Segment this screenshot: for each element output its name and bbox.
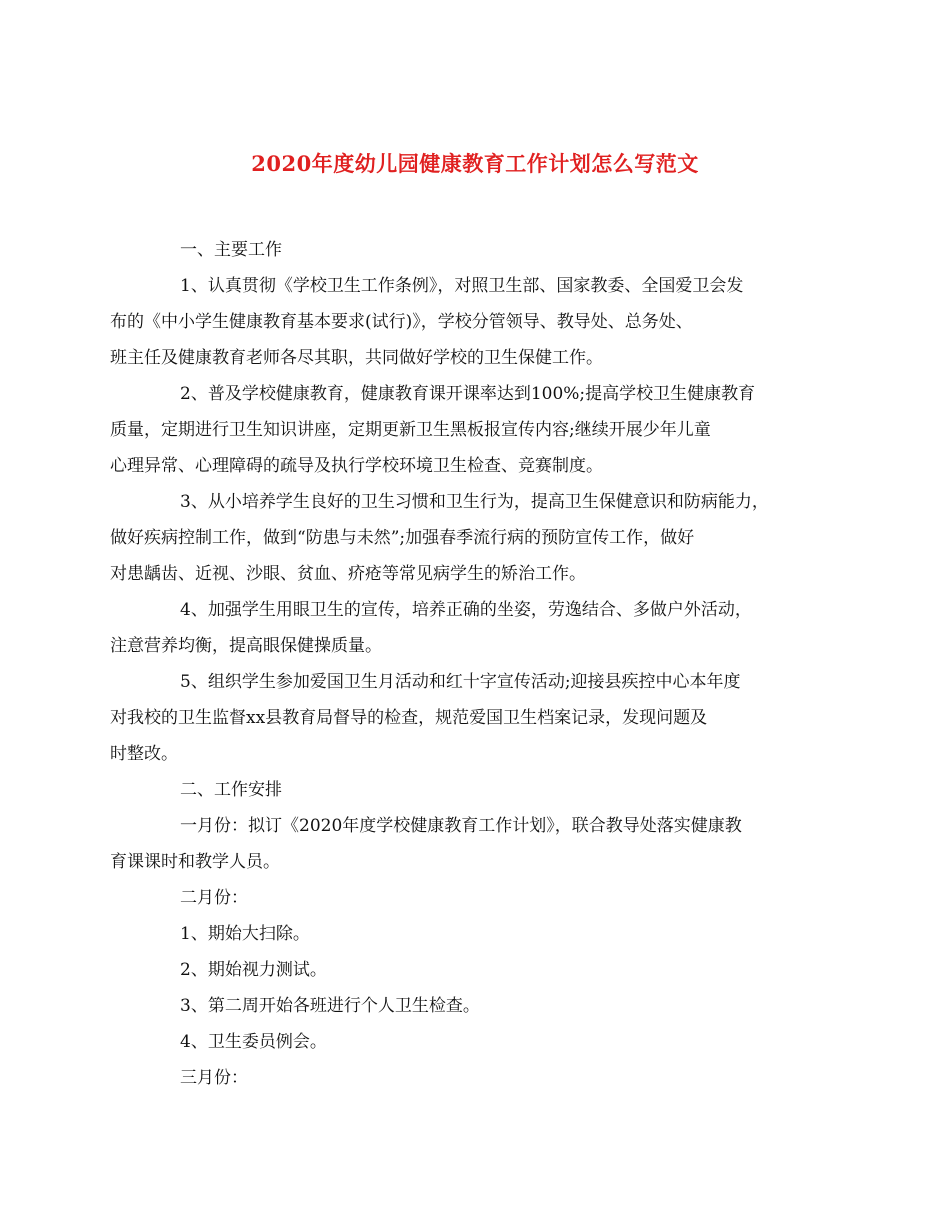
- paragraph-line: 心理异常、心理障碍的疏导及执行学校环境卫生检查、竞赛制度。: [110, 456, 603, 476]
- paragraph-february-item-2: [145, 952, 820, 988]
- paragraph-line: 时整改。: [110, 744, 178, 764]
- paragraph-work-arrangement-heading: [145, 772, 820, 808]
- paragraph-line: 质量，定期进行卫生知识讲座，定期更新卫生黑板报宣传内容;继续开展少年儿童: [110, 420, 711, 440]
- document-body: [110, 232, 820, 1096]
- paragraph-line: 对患龋齿、近视、沙眼、贫血、疥疮等常见病学生的矫治工作。: [110, 564, 586, 584]
- paragraph-line: 对我校的卫生监督xx县教育局督导的检查，规范爱国卫生档案记录，发现问题及: [110, 708, 708, 728]
- paragraph-line: 1、期始大扫除。: [180, 924, 310, 944]
- paragraph-line: 3、从小培养学生良好的卫生习惯和卫生行为，提高卫生保健意识和防病能力，: [180, 492, 769, 512]
- paragraph-line: 二、工作安排: [180, 780, 282, 800]
- paragraph-line: 5、组织学生参加爱国卫生月活动和红十字宣传活动;迎接县疾控中心本年度: [180, 672, 741, 692]
- paragraph-item-1: [110, 268, 820, 376]
- document-title: 2020年度幼儿园健康教育工作计划怎么写范文: [251, 151, 699, 176]
- paragraph-line: 育课课时和教学人员。: [110, 852, 280, 872]
- paragraph-line: 做好疾病控制工作，做到“防患与未然”;加强春季流行病的预防宣传工作，做好: [110, 528, 695, 548]
- paragraph-january: [110, 808, 820, 880]
- paragraph-item-3: [110, 484, 820, 592]
- paragraph-february-heading: [145, 880, 820, 916]
- paragraph-february-item-3: [145, 988, 820, 1024]
- paragraph-line: 一月份：拟订《2020年度学校健康教育工作计划》，联合教导处落实健康教: [180, 816, 742, 836]
- paragraph-line: 二月份：: [180, 888, 248, 908]
- paragraph-item-2: [110, 376, 820, 484]
- paragraph-line: 4、加强学生用眼卫生的宣传，培养正确的坐姿，劳逸结合、多做户外活动，: [180, 600, 752, 620]
- paragraph-line: 2、普及学校健康教育，健康教育课开课率达到100%;提高学校卫生健康教育: [180, 384, 756, 404]
- paragraph-line: 三月份：: [180, 1068, 248, 1088]
- paragraph-line: 3、第二周开始各班进行个人卫生检查。: [180, 996, 480, 1016]
- paragraph-item-4: [110, 592, 820, 664]
- paragraph-line: 1、认真贯彻《学校卫生工作条例》，对照卫生部、国家教委、全国爱卫会发: [180, 276, 744, 296]
- paragraph-line: 班主任及健康教育老师各尽其职，共同做好学校的卫生保健工作。: [110, 348, 603, 368]
- paragraph-line: 2、期始视力测试。: [180, 960, 327, 980]
- paragraph-february-item-1: [145, 916, 820, 952]
- paragraph-line: 布的《中小学生健康教育基本要求(试行)》，学校分管领导、教导处、总务处、: [110, 312, 693, 332]
- paragraph-main-work-heading: [145, 232, 820, 268]
- paragraph-line: 4、卫生委员例会。: [180, 1032, 327, 1052]
- paragraph-february-item-4: [145, 1024, 820, 1060]
- paragraph-item-5: [110, 664, 820, 772]
- paragraph-line: 注意营养均衡，提高眼保健操质量。: [110, 636, 382, 656]
- paragraph-line: 一、主要工作: [180, 240, 282, 260]
- paragraph-march-heading: [145, 1060, 820, 1096]
